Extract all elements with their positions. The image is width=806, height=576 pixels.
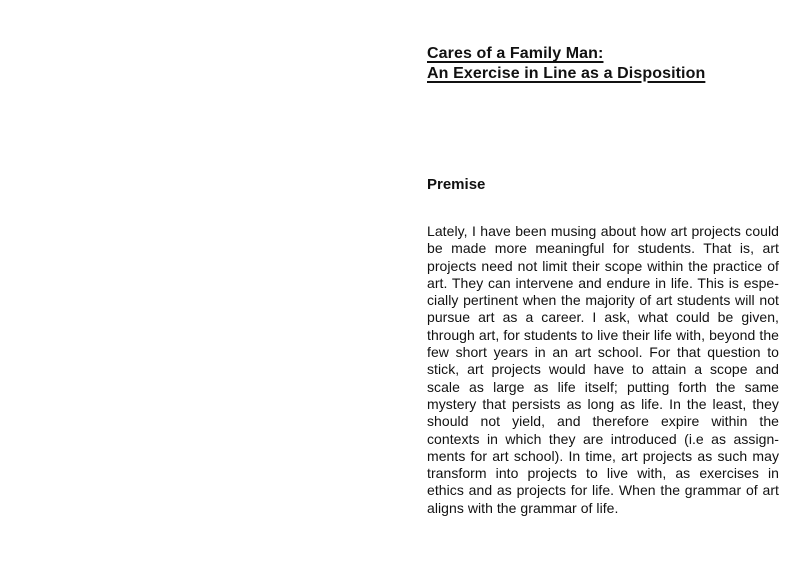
section-heading-premise: Premise: [427, 176, 486, 193]
body-line: transform into projects to live with, as exercises in: [427, 465, 779, 482]
body-line: scale as large as life itself; putting forth the same: [427, 378, 779, 395]
body-line: be made more meaningful for students. That is, art: [427, 240, 779, 257]
body-line: few short years in an art school. For that question to: [427, 344, 779, 361]
body-line: stick, art projects would have to attain a scope and: [427, 361, 779, 378]
document-title: [427, 44, 787, 83]
body-line: cially pertinent when the majority of art students will not: [427, 292, 779, 309]
body-line-last: aligns with the grammar of life.: [427, 499, 619, 516]
body-line: through art, for students to live their life with, beyond the: [427, 326, 779, 343]
document-title-line-2: An Exercise in Line as a Disposition: [427, 64, 706, 82]
body-line: Lately, I have been musing about how art projects could: [427, 223, 779, 239]
body-line: ments for art school). In time, art projects as such may: [427, 447, 779, 464]
body-line: pursue art as a career. I ask, what could be given,: [427, 309, 779, 326]
body-line: art. They can intervene and endure in life. This is espe-: [427, 274, 779, 291]
document-title-line-1: Cares of a Family Man:: [427, 45, 604, 62]
body-line: projects need not limit their scope within the practice of: [427, 257, 779, 274]
body-line: ethics and as projects for life. When the grammar of art: [427, 482, 779, 499]
premise-paragraph: [427, 223, 779, 517]
body-line: mystery that persists as long as life. In the least, they: [427, 395, 779, 412]
body-line: should not yield, and therefore expire within the: [427, 413, 779, 430]
body-line: contexts in which they are introduced (i.e as assign-: [427, 430, 779, 447]
